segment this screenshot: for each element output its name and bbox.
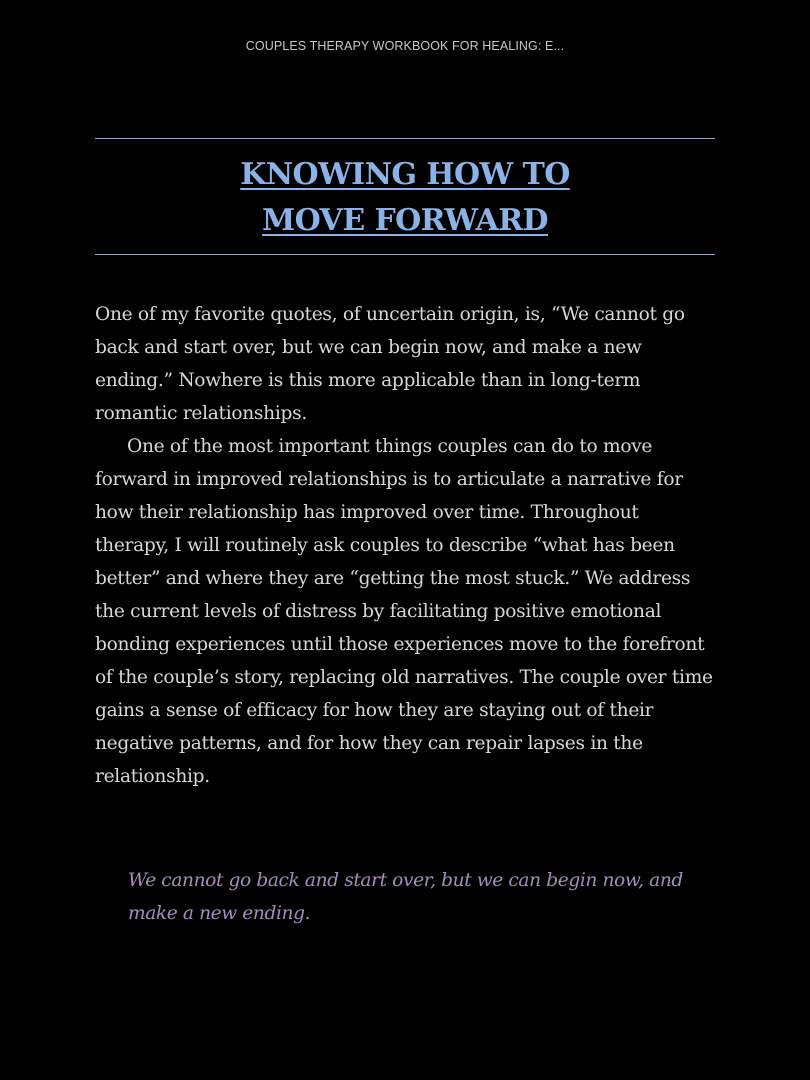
chapter-title <box>95 152 715 244</box>
paragraph-2: One of the most important things couples can do to move forward in improved relationships is to articulate a narrative for how their relationship has improved over time. Throughout therapy, I will routinely ask couples to describe “what has been better” and where they are “getting the most stuck.” We address the current levels of distress by facilitating positive emotional bonding experiences until those experiences move to the forefront of the couple’s story, replacing old narratives. The couple over time gains a sense of efficacy for how they are staying out of their negative patterns, and for how they can repair lapses in the relationship. <box>95 436 713 787</box>
pull-quote: We cannot go back and start over, but we can begin now, and make a new ending. <box>128 870 683 924</box>
paragraph-1: One of my favorite quotes, of uncertain origin, is, “We cannot go back and start over, but we can begin now, and make a new ending.” Nowhere is this more applicable than in long-term romantic relationships. <box>95 304 685 424</box>
body-text <box>95 298 715 793</box>
title-rule-bottom <box>95 254 715 255</box>
chapter-title-line-1: KNOWING HOW TO <box>240 157 570 192</box>
running-header: COUPLES THERAPY WORKBOOK FOR HEALING: E... <box>245 39 565 53</box>
chapter-title-line-2: MOVE FORWARD <box>262 203 548 238</box>
title-rule-top <box>95 138 715 139</box>
